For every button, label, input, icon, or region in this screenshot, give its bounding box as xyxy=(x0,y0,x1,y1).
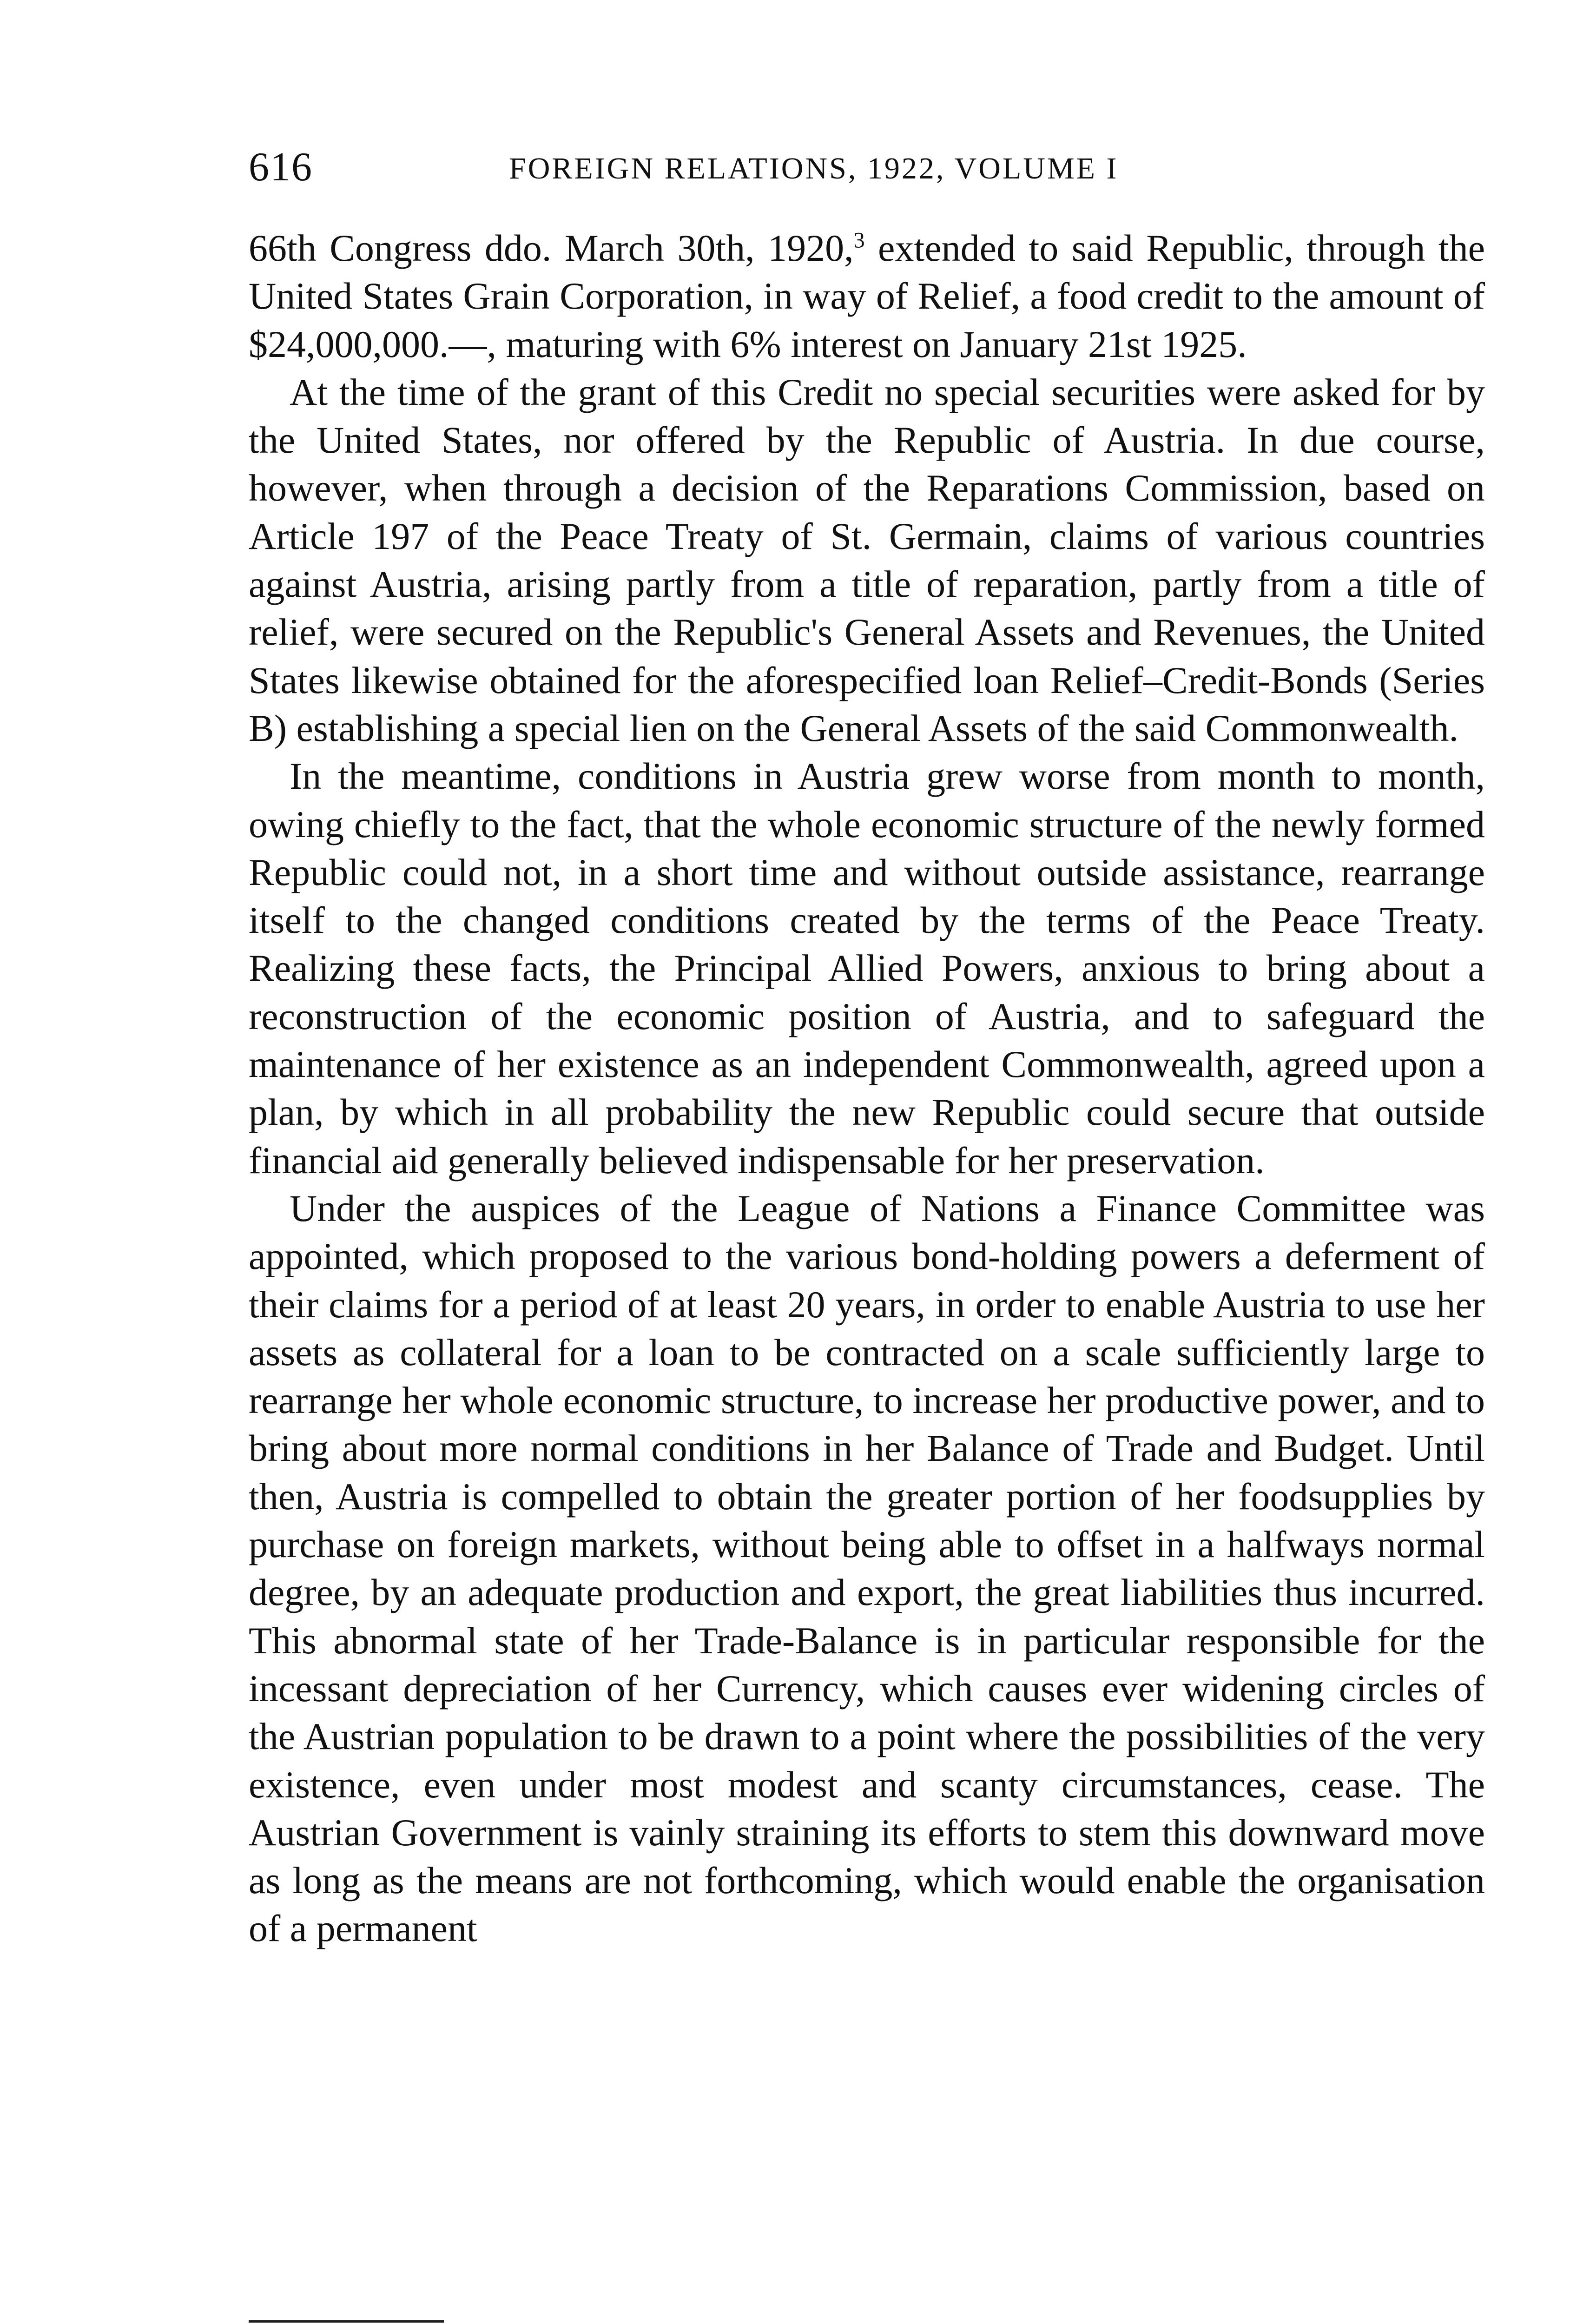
page-number: 616 xyxy=(249,145,313,190)
paragraph-1 xyxy=(249,224,1485,368)
footnote-reference: 3 xyxy=(853,228,865,253)
paragraph-1-text-end: extended to said Republic, through the United States Grain Corporation, in way of Relief, a food credit to the amount of $24,000,000.—, maturing with 6% interest on January 21st 1925. xyxy=(249,227,1485,365)
running-head: FOREIGN RELATIONS, 1922, VOLUME I xyxy=(509,152,1119,185)
page-header xyxy=(249,139,1504,195)
paragraph-2: At the time of the grant of this Credit no special securities were asked for by the United States, nor offered by the Republic of Austria. In due course, however, when through a decision of the Reparations Commission, based on Article 197 of the Peace Treaty of St. Germain, claims of various countries against Austria, arising partly from a title of reparation, partly from a title of relief, were secured on the Republic's General Assets and Revenues, the United States likewise obtained for the aforespecified loan Relief–Credit-Bonds (Series B) establishing a special lien on the General Assets of the said Commonwealth. xyxy=(249,370,1485,749)
footnote-divider xyxy=(249,2320,444,2323)
paragraph-3: In the meantime, conditions in Austria grew worse from month to month, owing chiefly to the fact, that the whole economic structure of the newly formed Republic could not, in a short time and without outside assistance, rearrange itself to the changed conditions created by the terms of the Peace Treaty. Realizing these facts, the Principal Allied Powers, anxious to bring about a reconstruction of the economic position of Austria, and to safeguard the maintenance of her existence as an independent Commonwealth, agreed upon a plan, by which in all probability the new Republic could secure that outside financial aid generally believed indispensable for her preservation. xyxy=(249,755,1485,1182)
paragraph-4: Under the auspices of the League of Nations a Finance Committee was appointed, which proposed to the various bond-holding powers a deferment of their claims for a period of at least 20 years, in order to enable Austria to use her assets as collateral for a loan to be contracted on a scale sufficiently large to rearrange her whole economic structure, to increase her productive power, and to bring about more normal conditions in her Balance of Trade and Budget. Until then, Austria is compelled to obtain the greater portion of her foodsupplies by purchase on foreign markets, without being able to offset in a halfways normal degree, by an adequate production and export, the great liabilities thus incurred. This abnormal state of her Trade-Balance is in particular responsible for the incessant depreciation of her Currency, which causes ever widening circles of the Austrian population to be drawn to a point where the possibilities of the very existence, even under most modest and scanty circumstances, cease. The Austrian Government is vainly straining its efforts to stem this downward move as long as the means are not forthcoming, which would enable the organisation of a permanent xyxy=(249,1187,1485,1950)
body-text xyxy=(249,224,1485,1953)
paragraph-1-text-start: 66th Congress ddo. March 30th, 1920, xyxy=(249,227,854,269)
